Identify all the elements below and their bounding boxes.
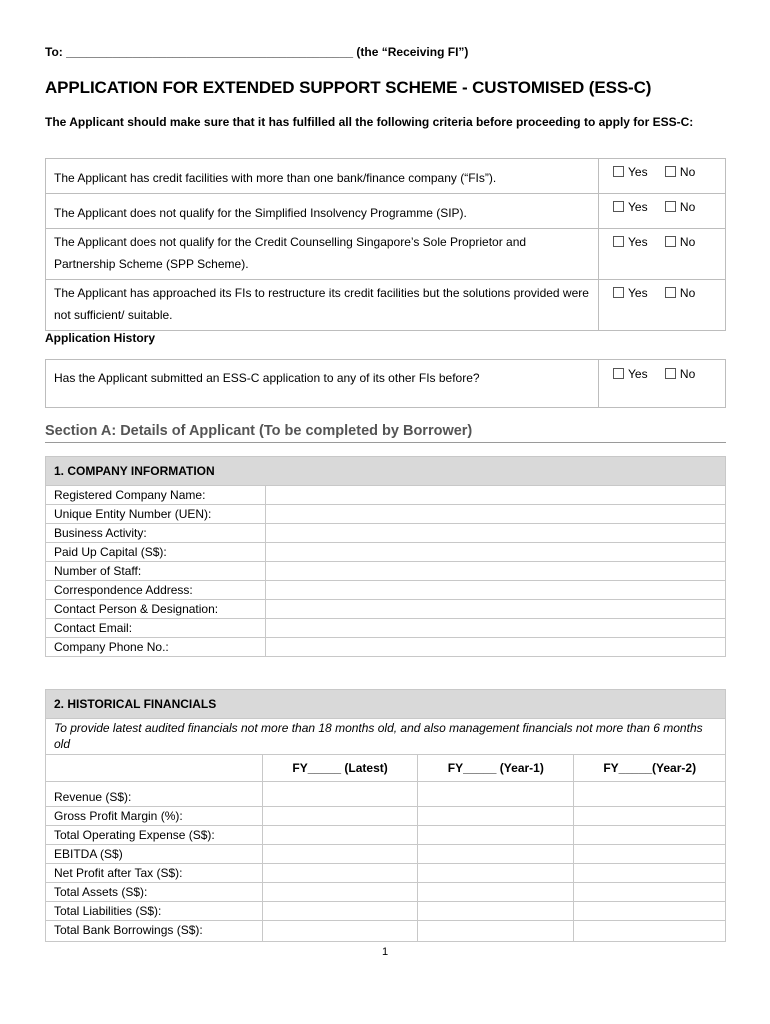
value-cell[interactable] xyxy=(418,902,574,921)
company-field-row xyxy=(46,543,726,562)
field-input[interactable] xyxy=(266,505,726,524)
field-label: Number of Staff: xyxy=(46,562,266,581)
value-cell[interactable] xyxy=(418,826,574,845)
company-field-row xyxy=(46,505,726,524)
company-field-row xyxy=(46,486,726,505)
row-label: Total Liabilities (S$): xyxy=(46,902,263,921)
company-field-row xyxy=(46,581,726,600)
form-title: APPLICATION FOR EXTENDED SUPPORT SCHEME - CUSTOMISED (ESS-C) xyxy=(45,78,652,97)
value-cell[interactable] xyxy=(574,782,726,807)
company-info-heading: 1. COMPANY INFORMATION xyxy=(46,457,726,486)
yes-label: Yes xyxy=(628,200,648,214)
no-label: No xyxy=(679,235,696,249)
value-cell[interactable] xyxy=(574,864,726,883)
no-checkbox[interactable] xyxy=(665,166,676,177)
no-checkbox[interactable] xyxy=(665,368,676,379)
company-field-row xyxy=(46,562,726,581)
financials-table xyxy=(45,689,726,942)
yes-checkbox[interactable] xyxy=(613,201,624,212)
financials-row xyxy=(46,782,726,807)
yes-no-group xyxy=(599,194,726,229)
criteria-row xyxy=(46,280,726,331)
field-label: Contact Email: xyxy=(46,619,266,638)
value-cell[interactable] xyxy=(263,921,418,942)
financials-row xyxy=(46,826,726,845)
criteria-row xyxy=(46,159,726,194)
no-label: No xyxy=(679,367,696,381)
field-label: Business Activity: xyxy=(46,524,266,543)
yes-no-group xyxy=(599,360,726,408)
yes-no-group xyxy=(599,229,726,280)
value-cell[interactable] xyxy=(574,807,726,826)
financials-heading: 2. HISTORICAL FINANCIALS xyxy=(46,690,726,719)
value-cell[interactable] xyxy=(263,864,418,883)
field-input[interactable] xyxy=(266,600,726,619)
yes-label: Yes xyxy=(628,235,648,249)
field-label: Unique Entity Number (UEN): xyxy=(46,505,266,524)
value-cell[interactable] xyxy=(574,826,726,845)
yes-label: Yes xyxy=(628,165,648,179)
company-field-row xyxy=(46,600,726,619)
no-label: No xyxy=(679,200,696,214)
no-checkbox[interactable] xyxy=(665,201,676,212)
company-field-row xyxy=(46,524,726,543)
row-label: Gross Profit Margin (%): xyxy=(46,807,263,826)
receiving-fi-line[interactable]: To: ___________________________________________ (the “Receiving FI”) xyxy=(45,45,469,59)
no-checkbox[interactable] xyxy=(665,287,676,298)
column-header: FY_____(Year-2) xyxy=(574,755,726,782)
financials-row xyxy=(46,921,726,942)
field-label: Company Phone No.: xyxy=(46,638,266,657)
field-input[interactable] xyxy=(266,562,726,581)
yes-checkbox[interactable] xyxy=(613,287,624,298)
field-input[interactable] xyxy=(266,486,726,505)
value-cell[interactable] xyxy=(574,921,726,942)
value-cell[interactable] xyxy=(574,902,726,921)
value-cell[interactable] xyxy=(418,921,574,942)
criteria-row xyxy=(46,229,726,280)
row-label: Total Assets (S$): xyxy=(46,883,263,902)
value-cell[interactable] xyxy=(574,845,726,864)
yes-checkbox[interactable] xyxy=(613,368,624,379)
value-cell[interactable] xyxy=(418,864,574,883)
value-cell[interactable] xyxy=(263,902,418,921)
company-field-row xyxy=(46,619,726,638)
company-info-table xyxy=(45,456,726,657)
field-label: Correspondence Address: xyxy=(46,581,266,600)
yes-label: Yes xyxy=(628,286,648,300)
yes-checkbox[interactable] xyxy=(613,166,624,177)
value-cell[interactable] xyxy=(418,782,574,807)
criteria-text: The Applicant has approached its FIs to restructure its credit facilities but the solutions provided were not sufficient/ suitable. xyxy=(46,280,599,331)
intro-text: The Applicant should make sure that it has fulfilled all the following criteria before proceeding to apply for ESS-C: xyxy=(45,115,694,129)
value-cell[interactable] xyxy=(263,807,418,826)
yes-checkbox[interactable] xyxy=(613,236,624,247)
row-label: Total Bank Borrowings (S$): xyxy=(46,921,263,942)
field-label: Paid Up Capital (S$): xyxy=(46,543,266,562)
value-cell[interactable] xyxy=(418,807,574,826)
yes-no-group xyxy=(599,159,726,194)
company-field-row xyxy=(46,638,726,657)
criteria-row xyxy=(46,194,726,229)
financials-header-row xyxy=(46,755,726,782)
no-checkbox[interactable] xyxy=(665,236,676,247)
field-input[interactable] xyxy=(266,638,726,657)
criteria-table xyxy=(45,158,726,331)
history-table xyxy=(45,359,726,408)
financials-row xyxy=(46,883,726,902)
row-label: Net Profit after Tax (S$): xyxy=(46,864,263,883)
value-cell[interactable] xyxy=(263,826,418,845)
field-input[interactable] xyxy=(266,619,726,638)
blank-header-cell xyxy=(46,755,263,782)
no-label: No xyxy=(679,165,696,179)
financials-row xyxy=(46,807,726,826)
yes-label: Yes xyxy=(628,367,648,381)
value-cell[interactable] xyxy=(574,883,726,902)
financials-note: To provide latest audited financials not more than 18 months old, and also management financials not more than 6 months old xyxy=(46,719,726,755)
criteria-text: The Applicant does not qualify for the Credit Counselling Singapore’s Sole Proprietor and Partnership Scheme (SPP Scheme). xyxy=(46,229,599,280)
field-input[interactable] xyxy=(266,581,726,600)
field-label: Contact Person & Designation: xyxy=(46,600,266,619)
application-history-heading: Application History xyxy=(45,331,156,345)
financials-row xyxy=(46,845,726,864)
page-number: 1 xyxy=(381,946,389,958)
financials-row xyxy=(46,864,726,883)
field-input[interactable] xyxy=(266,543,726,562)
no-label: No xyxy=(679,286,696,300)
section-a-title: Section A: Details of Applicant (To be completed by Borrower) xyxy=(45,423,726,443)
column-header: FY_____ (Latest) xyxy=(263,755,418,782)
criteria-text: The Applicant has credit facilities with more than one bank/finance company (“FIs”). xyxy=(46,159,599,194)
row-label: Revenue (S$): xyxy=(46,782,263,807)
history-row xyxy=(46,360,726,408)
history-question: Has the Applicant submitted an ESS-C application to any of its other FIs before? xyxy=(46,360,599,408)
value-cell[interactable] xyxy=(263,845,418,864)
value-cell[interactable] xyxy=(418,845,574,864)
value-cell[interactable] xyxy=(263,782,418,807)
value-cell[interactable] xyxy=(418,883,574,902)
yes-no-group xyxy=(599,280,726,331)
column-header: FY_____ (Year-1) xyxy=(418,755,574,782)
financials-row xyxy=(46,902,726,921)
field-input[interactable] xyxy=(266,524,726,543)
row-label: EBITDA (S$) xyxy=(46,845,263,864)
field-label: Registered Company Name: xyxy=(46,486,266,505)
criteria-text: The Applicant does not qualify for the Simplified Insolvency Programme (SIP). xyxy=(46,194,599,229)
row-label: Total Operating Expense (S$): xyxy=(46,826,263,845)
value-cell[interactable] xyxy=(263,883,418,902)
